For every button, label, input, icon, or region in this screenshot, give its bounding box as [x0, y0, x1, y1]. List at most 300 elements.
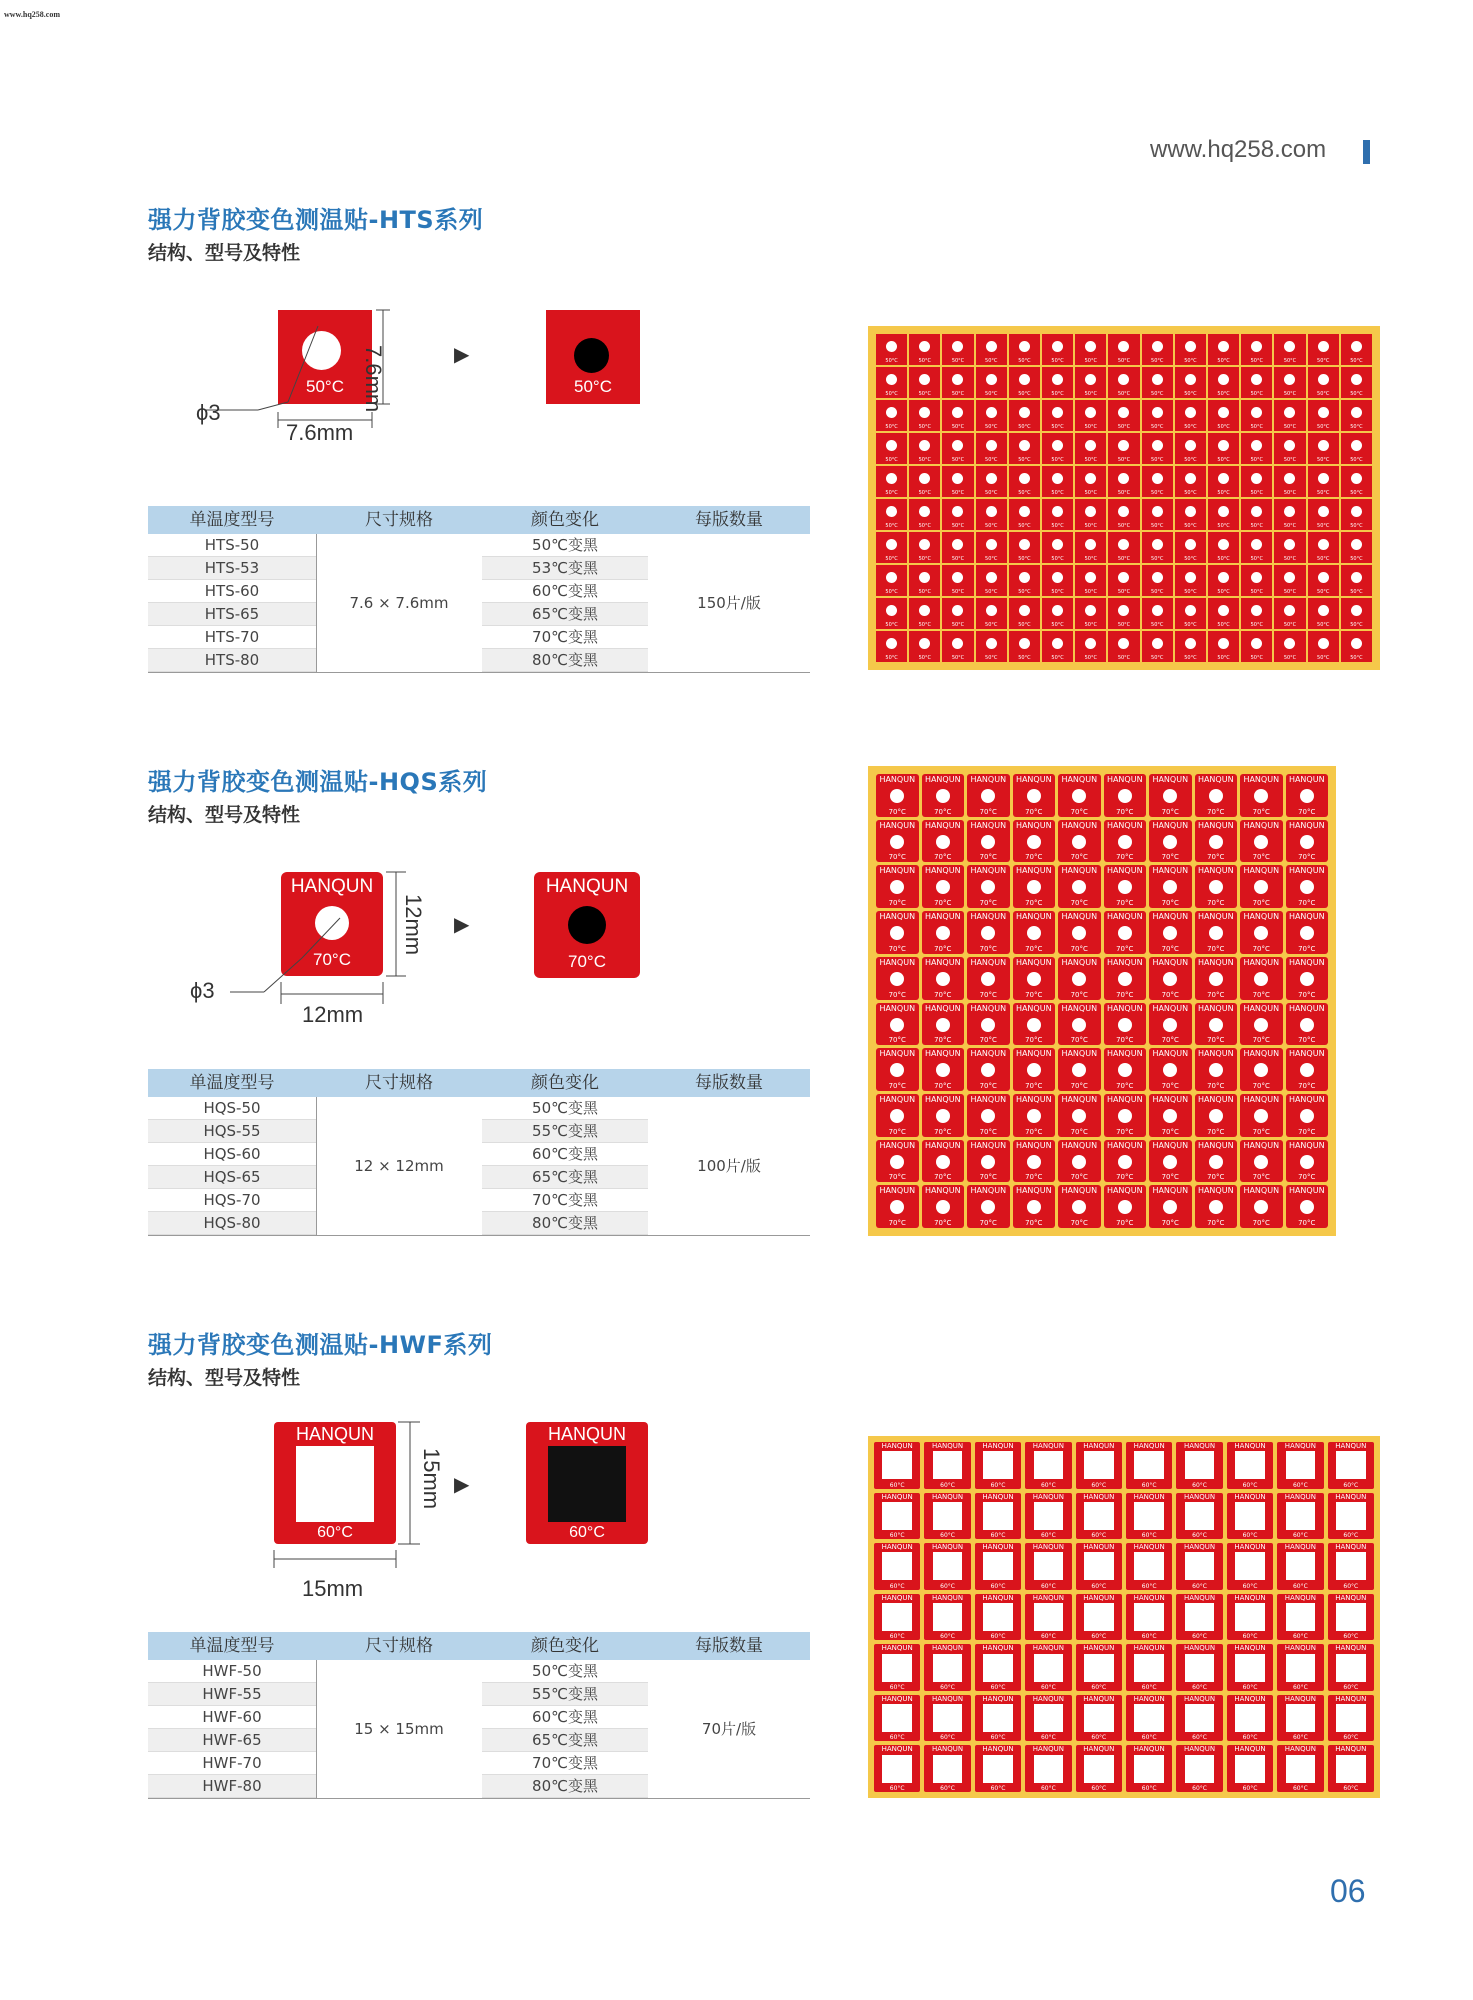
brand-text: HANQUN — [545, 876, 629, 897]
sticker-brand: HANQUN — [1197, 1003, 1234, 1013]
sticker-temp: 70°C — [888, 1173, 906, 1182]
sticker-temp: 70°C — [1070, 807, 1088, 816]
sticker-temp: 50°C — [1018, 358, 1031, 364]
sticker-temp: 60°C — [1040, 1785, 1056, 1792]
sticker-temp: 60°C — [1292, 1633, 1308, 1641]
sticker-temp: 50°C — [918, 523, 931, 529]
sticker-brand: HANQUN — [1284, 1694, 1316, 1703]
sticker-temp: 50°C — [1184, 556, 1197, 562]
sticker-temp: 70°C — [1070, 990, 1088, 999]
sticker — [1013, 865, 1056, 908]
sticker-temp: 50°C — [1283, 457, 1297, 463]
sticker-dot — [1185, 407, 1196, 418]
sticker-window — [1185, 1502, 1215, 1530]
sticker-dot — [1019, 605, 1030, 616]
sticker — [967, 911, 1010, 954]
sticker-temp: 70°C — [1025, 990, 1043, 999]
sticker-temp: 50°C — [1217, 490, 1230, 496]
sticker — [1240, 1185, 1283, 1228]
sticker-window — [1336, 1552, 1366, 1580]
sticker-temp: 50°C — [1250, 358, 1263, 364]
sticker-window — [1286, 1603, 1316, 1631]
sticker-temp: 60°C — [1343, 1532, 1359, 1540]
sticker-brand: HANQUN — [879, 957, 916, 967]
sticker-temp: 50°C — [1250, 556, 1263, 562]
sticker-dot — [1318, 473, 1329, 484]
sticker-temp: 50°C — [918, 556, 931, 562]
sticker-window — [1084, 1502, 1114, 1530]
sticker-temp: 70°C — [1252, 807, 1270, 816]
sticker — [876, 367, 907, 398]
section-title: 强力背胶变色测温贴-HTS系列 — [148, 206, 484, 234]
sticker — [1058, 774, 1101, 817]
sticker-brand: HANQUN — [1243, 1003, 1280, 1013]
dim-horizontal: 15mm — [302, 1576, 364, 1601]
sticker-dot — [886, 341, 897, 352]
sticker-dot — [1284, 341, 1295, 352]
sticker-temp: 50°C — [1350, 523, 1363, 529]
sticker — [874, 1493, 920, 1540]
sticker-temp: 60°C — [940, 1582, 955, 1590]
sticker — [1277, 1745, 1323, 1792]
sticker-brand: HANQUN — [879, 912, 916, 922]
sticker-temp: 70°C — [1161, 899, 1179, 908]
sticker-window — [933, 1654, 963, 1682]
sticker-temp: 70°C — [934, 1081, 952, 1090]
sticker — [876, 499, 907, 530]
sticker — [1208, 565, 1239, 596]
sticker-brand: HANQUN — [1061, 1094, 1098, 1104]
sticker-temp: 60°C — [990, 1734, 1006, 1742]
sticker-brand: HANQUN — [1152, 1094, 1189, 1104]
sticker-window — [882, 1755, 912, 1783]
sticker-dot — [1185, 605, 1196, 616]
sticker-temp: 50°C — [1051, 358, 1064, 364]
sticker-brand: HANQUN — [970, 1186, 1007, 1196]
model-cell: HTS-65 — [148, 603, 316, 626]
sticker-dot — [1019, 374, 1030, 385]
sticker-brand: HANQUN — [1243, 957, 1280, 967]
sticker — [1075, 631, 1106, 662]
sticker-dot — [1251, 572, 1262, 583]
sticker — [1142, 532, 1173, 563]
sticker-brand: HANQUN — [1083, 1694, 1115, 1703]
sticker-brand: HANQUN — [1152, 820, 1189, 830]
sticker — [1328, 1543, 1374, 1590]
sticker-dot — [986, 572, 997, 583]
sticker-temp: 70°C — [888, 1081, 906, 1090]
brand-text: HANQUN — [295, 1424, 374, 1444]
sticker-dot — [1118, 374, 1129, 385]
sticker-dot — [1118, 835, 1132, 849]
sticker-dot — [1052, 539, 1063, 550]
sticker-brand: HANQUN — [1106, 820, 1143, 830]
sticker-temp: 50°C — [1184, 391, 1197, 397]
sticker-dot — [1019, 407, 1030, 418]
sticker-dot — [919, 539, 930, 550]
sticker-temp: 50°C — [918, 655, 931, 661]
sticker-temp: 70°C — [1070, 944, 1088, 953]
sticker-dot — [1218, 473, 1229, 484]
sticker-brand: HANQUN — [1284, 1492, 1316, 1501]
sticker — [1108, 598, 1139, 629]
label-temp: 70°C — [568, 952, 606, 971]
sticker-window — [1185, 1451, 1215, 1479]
sticker-dot — [986, 506, 997, 517]
sticker-window — [1134, 1654, 1164, 1682]
product-sheet-hts — [868, 326, 1380, 670]
sticker-temp: 60°C — [1141, 1532, 1157, 1540]
brand-text: HANQUN — [290, 876, 374, 897]
col-header: 尺寸规格 — [365, 1636, 433, 1656]
sticker-temp: 60°C — [1091, 1633, 1107, 1641]
sticker — [924, 1543, 970, 1590]
sticker-dot — [1118, 1200, 1132, 1214]
sticker-dot — [1163, 926, 1177, 940]
sticker-temp: 60°C — [1242, 1481, 1258, 1489]
sticker-temp: 70°C — [1070, 1127, 1088, 1136]
sticker-brand: HANQUN — [924, 775, 961, 784]
sticker-brand: HANQUN — [924, 1049, 961, 1059]
sticker — [1286, 1140, 1329, 1183]
sticker — [1142, 400, 1173, 431]
sticker — [1142, 631, 1173, 662]
sticker-brand: HANQUN — [1106, 1186, 1143, 1196]
sticker — [876, 957, 919, 1000]
sticker — [1149, 911, 1192, 954]
sticker-temp: 50°C — [1084, 622, 1097, 628]
sticker-temp: 50°C — [951, 622, 965, 628]
site-url[interactable]: www.hq258.com — [1150, 136, 1327, 163]
sticker-dot — [981, 1200, 995, 1214]
sticker-window — [1084, 1704, 1114, 1732]
sticker-window — [1286, 1502, 1316, 1530]
sticker-temp: 70°C — [1252, 1081, 1270, 1090]
sticker-brand: HANQUN — [1243, 1186, 1280, 1196]
sticker-temp: 70°C — [1161, 853, 1179, 862]
sticker-brand: HANQUN — [881, 1644, 913, 1653]
sticker-temp: 50°C — [1184, 358, 1197, 364]
sticker-temp: 70°C — [934, 899, 952, 908]
dim-vertical: 15mm — [419, 1448, 444, 1510]
sticker-temp: 50°C — [1051, 490, 1064, 496]
sticker-window — [1336, 1755, 1366, 1783]
model-cell: HQS-60 — [148, 1143, 316, 1166]
sticker — [1108, 499, 1139, 530]
sticker-temp: 50°C — [1283, 556, 1297, 562]
size-cell: 12 × 12mm — [354, 1157, 444, 1175]
sticker-brand: HANQUN — [1288, 1140, 1325, 1150]
sticker-temp: 60°C — [1141, 1683, 1157, 1691]
sticker-brand: HANQUN — [1184, 1745, 1216, 1754]
section-subtitle: 结构、型号及特性 — [148, 242, 301, 264]
sticker-brand: HANQUN — [982, 1492, 1014, 1501]
sticker-dot — [1318, 407, 1329, 418]
sticker-dot — [1318, 341, 1329, 352]
sticker-dot — [1027, 1018, 1041, 1032]
sticker — [1195, 1140, 1238, 1183]
sticker-brand: HANQUN — [970, 912, 1007, 922]
sticker-brand: HANQUN — [1288, 820, 1325, 830]
sticker-dot — [1027, 1063, 1041, 1077]
sticker-temp: 50°C — [1151, 523, 1164, 529]
sticker-brand: HANQUN — [1083, 1593, 1115, 1602]
sticker-dot — [1027, 1200, 1041, 1214]
color-change-cell: 50℃变黑 — [482, 1097, 648, 1120]
sticker — [1328, 1745, 1374, 1792]
sticker-temp: 70°C — [888, 944, 906, 953]
sticker-brand: HANQUN — [1335, 1543, 1367, 1552]
sticker-dot — [1027, 926, 1041, 940]
sticker-dot — [1300, 835, 1314, 849]
sticker-window — [983, 1654, 1013, 1682]
sticker — [1308, 631, 1339, 662]
sticker-temp: 70°C — [979, 807, 997, 816]
sticker-dot — [1209, 789, 1223, 803]
sticker — [1241, 466, 1272, 497]
sticker-dot — [1218, 572, 1229, 583]
sticker — [924, 1695, 970, 1742]
sticker — [1009, 334, 1040, 365]
sticker-temp: 70°C — [1070, 1036, 1088, 1045]
sticker-temp: 70°C — [1025, 944, 1043, 953]
sticker-dot — [1152, 506, 1163, 517]
sticker — [1075, 334, 1106, 365]
sticker-temp: 50°C — [885, 457, 898, 463]
sticker-window — [1034, 1654, 1064, 1682]
sticker — [967, 957, 1010, 1000]
sticker — [1308, 598, 1339, 629]
sticker-dot — [936, 789, 950, 803]
sticker-temp: 70°C — [1252, 1127, 1270, 1136]
sticker-dot — [1351, 572, 1362, 583]
sticker — [1240, 774, 1283, 817]
sticker — [1104, 820, 1147, 863]
sticker-temp: 60°C — [1040, 1481, 1056, 1489]
sticker-window — [933, 1755, 963, 1783]
sticker-dot — [1163, 1109, 1177, 1123]
sticker-temp: 50°C — [1217, 391, 1230, 397]
sticker-temp: 50°C — [985, 424, 998, 430]
sticker-dot — [1019, 572, 1030, 583]
sticker — [1286, 1048, 1329, 1091]
sticker-dot — [886, 572, 897, 583]
table-header — [148, 506, 810, 534]
sticker-brand: HANQUN — [1061, 775, 1098, 784]
sticker-temp: 50°C — [1250, 589, 1263, 595]
sticker-brand: HANQUN — [1197, 1186, 1234, 1196]
sticker-temp: 70°C — [1025, 853, 1043, 862]
sticker — [909, 631, 940, 662]
sticker-dot — [1254, 789, 1268, 803]
sticker-temp: 50°C — [1317, 490, 1330, 496]
sticker-dot — [919, 440, 930, 451]
sticker — [976, 334, 1007, 365]
sticker-brand: HANQUN — [1197, 775, 1234, 784]
sticker-dot — [1300, 1200, 1314, 1214]
sticker-dot — [1318, 638, 1329, 649]
sticker — [1176, 1442, 1222, 1489]
sticker-window — [1336, 1451, 1366, 1479]
sticker-temp: 70°C — [888, 899, 906, 908]
sticker-brand: HANQUN — [1061, 820, 1098, 830]
sticker-dot — [1284, 407, 1295, 418]
sticker-dot — [1163, 1155, 1177, 1169]
sticker-brand: HANQUN — [879, 1186, 916, 1196]
sticker — [976, 466, 1007, 497]
sticker — [1149, 1094, 1192, 1137]
sticker-brand: HANQUN — [879, 1094, 916, 1104]
sticker — [1042, 499, 1073, 530]
sticker-brand: HANQUN — [1243, 1140, 1280, 1150]
sticker-temp: 70°C — [1161, 1219, 1179, 1227]
sticker-dot — [890, 880, 904, 894]
sticker-dot — [1085, 407, 1096, 418]
sticker-brand: HANQUN — [1197, 912, 1234, 922]
col-header: 单温度型号 — [189, 1636, 275, 1656]
sticker — [1195, 1094, 1238, 1137]
sticker-dot — [890, 835, 904, 849]
sticker — [967, 1003, 1010, 1046]
sticker — [967, 865, 1010, 908]
sticker-dot — [1152, 638, 1163, 649]
sticker-brand: HANQUN — [879, 1140, 916, 1150]
sticker-dot — [919, 473, 930, 484]
sticker-brand: HANQUN — [1335, 1745, 1367, 1754]
sticker-temp: 50°C — [1217, 424, 1230, 430]
sticker-brand: HANQUN — [881, 1442, 913, 1450]
sticker — [1175, 565, 1206, 596]
sticker-dot — [1085, 572, 1096, 583]
sticker-brand: HANQUN — [1284, 1543, 1316, 1552]
sticker-temp: 70°C — [1207, 990, 1225, 999]
sticker-temp: 70°C — [1252, 1173, 1270, 1182]
sticker-temp: 70°C — [1298, 1036, 1316, 1045]
sticker-brand: HANQUN — [1061, 912, 1098, 922]
color-change-cell: 50℃变黑 — [482, 534, 648, 557]
sticker-temp: 70°C — [934, 944, 952, 953]
sticker-temp: 50°C — [1084, 556, 1097, 562]
sticker — [1149, 1003, 1192, 1046]
sticker — [1341, 400, 1372, 431]
sticker-brand: HANQUN — [1335, 1644, 1367, 1653]
sticker — [1104, 1185, 1147, 1228]
sticker-brand: HANQUN — [879, 1003, 916, 1013]
sticker — [975, 1594, 1021, 1641]
sticker — [1274, 367, 1305, 398]
sticker-brand: HANQUN — [1288, 1003, 1325, 1013]
sticker-temp: 70°C — [1252, 1219, 1270, 1227]
sticker — [976, 499, 1007, 530]
sticker-window — [1336, 1603, 1366, 1631]
sticker — [976, 400, 1007, 431]
sticker — [1104, 865, 1147, 908]
sticker-temp: 70°C — [1116, 990, 1134, 999]
model-cell: HQS-65 — [148, 1166, 316, 1189]
sticker-temp: 70°C — [1252, 944, 1270, 953]
model-cell: HQS-50 — [148, 1097, 316, 1120]
sticker-temp: 70°C — [1207, 807, 1225, 816]
sticker — [1013, 774, 1056, 817]
sticker-brand: HANQUN — [1106, 1049, 1143, 1059]
sticker — [1286, 774, 1329, 817]
sticker-dot — [1019, 506, 1030, 517]
sticker — [924, 1594, 970, 1641]
sticker-temp: 50°C — [1151, 457, 1164, 463]
sticker — [1126, 1695, 1172, 1742]
sticker-temp: 50°C — [1217, 457, 1230, 463]
sticker-dot — [1027, 1109, 1041, 1123]
sticker — [909, 565, 940, 596]
sticker-window — [1235, 1552, 1265, 1580]
sticker-dot — [1019, 341, 1030, 352]
sticker — [1058, 911, 1101, 954]
sticker — [1009, 499, 1040, 530]
sticker — [1176, 1644, 1222, 1691]
sticker-temp: 50°C — [985, 655, 998, 661]
sticker-temp: 70°C — [1070, 1219, 1088, 1227]
sticker — [1241, 400, 1272, 431]
sticker — [1058, 1003, 1101, 1046]
sticker-dot — [1351, 506, 1362, 517]
sticker-brand: HANQUN — [970, 1140, 1007, 1150]
color-change-cell: 60℃变黑 — [482, 1706, 648, 1729]
sticker-dot — [1118, 407, 1129, 418]
sticker — [1240, 911, 1283, 954]
sticker-dot — [952, 440, 963, 451]
sticker-temp: 50°C — [1217, 556, 1230, 562]
sticker-temp: 50°C — [1117, 556, 1131, 562]
sticker-temp: 50°C — [1084, 358, 1097, 364]
sticker-brand: HANQUN — [1152, 775, 1189, 784]
sticker — [1013, 820, 1056, 863]
sticker-brand: HANQUN — [881, 1593, 913, 1602]
sticker-temp: 70°C — [1161, 807, 1179, 816]
sticker-window — [1185, 1755, 1215, 1783]
sticker-dot — [1027, 880, 1041, 894]
sticker-temp: 60°C — [1141, 1481, 1157, 1489]
sticker-temp: 50°C — [918, 391, 931, 397]
sticker — [1025, 1543, 1071, 1590]
sticker-temp: 60°C — [1040, 1633, 1056, 1641]
sticker — [1126, 1745, 1172, 1792]
sticker-temp: 70°C — [1207, 1219, 1225, 1227]
sticker-temp: 70°C — [1116, 853, 1134, 862]
sticker-brand: HANQUN — [932, 1492, 964, 1501]
sticker-window — [1034, 1552, 1064, 1580]
sticker-temp: 70°C — [1116, 1127, 1134, 1136]
sticker-temp: 50°C — [951, 457, 965, 463]
sticker-dot — [1085, 506, 1096, 517]
model-cell: HWF-50 — [148, 1660, 316, 1683]
sticker-temp: 70°C — [1298, 1081, 1316, 1090]
sticker — [1274, 631, 1305, 662]
sticker-temp: 50°C — [1018, 490, 1031, 496]
sticker-brand: HANQUN — [1234, 1644, 1266, 1653]
sticker — [1075, 499, 1106, 530]
sticker — [1274, 565, 1305, 596]
indicator-dot-black — [574, 338, 609, 373]
sticker-dot — [952, 638, 963, 649]
model-cell: HTS-80 — [148, 649, 316, 672]
sticker — [909, 400, 940, 431]
sticker-temp: 70°C — [979, 1219, 997, 1227]
sticker-dot — [1118, 638, 1129, 649]
sticker — [1328, 1594, 1374, 1641]
sticker — [922, 774, 965, 817]
model-cell: HTS-50 — [148, 534, 316, 557]
sticker-brand: HANQUN — [924, 1003, 961, 1013]
